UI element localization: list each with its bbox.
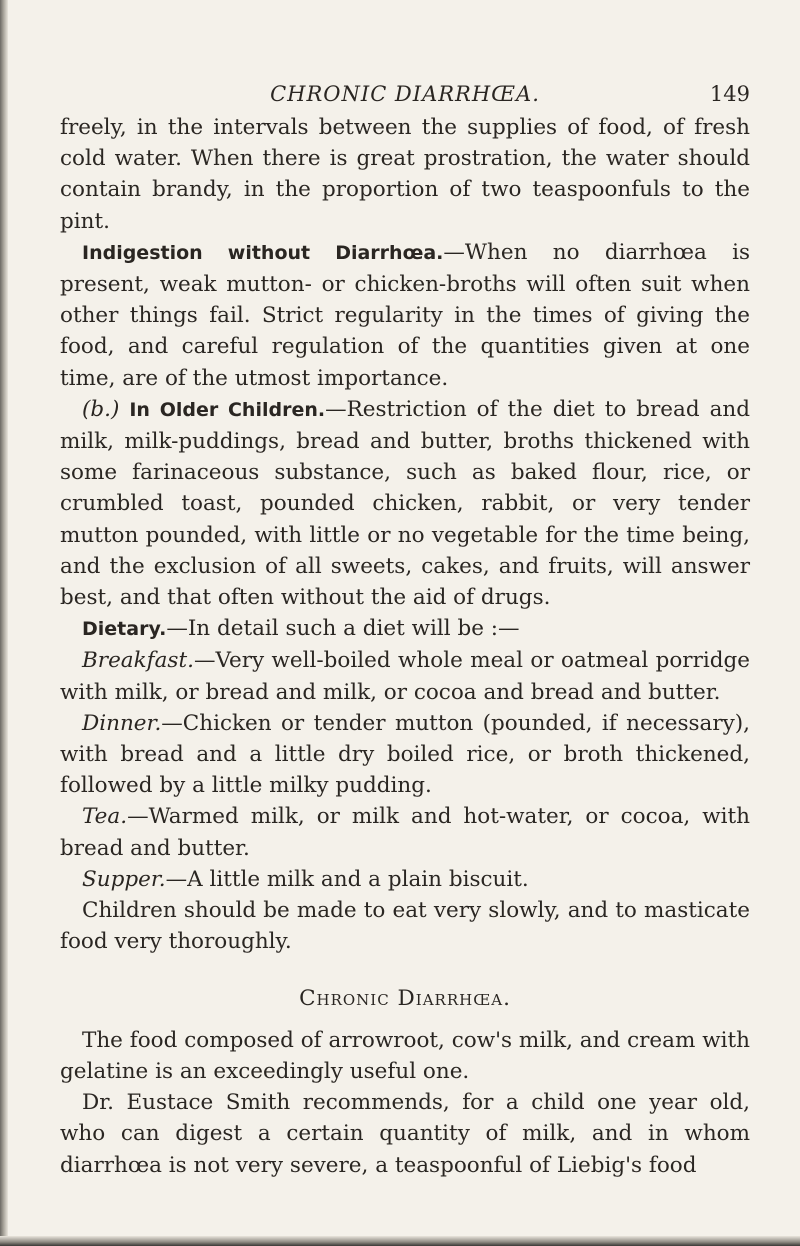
paragraph-lead: Tea. [82, 804, 128, 830]
paragraph-children [60, 895, 750, 957]
paragraph-eustace-smith [60, 1087, 750, 1181]
paragraph-text: Children should be made to eat very slowly, and to masticate food very thoroughly. [60, 898, 750, 955]
running-head [60, 78, 750, 114]
paragraph-text: The food composed of arrowroot, cow's milk, and cream with gelatine is an exceedingly useful one. [60, 1027, 750, 1084]
paragraph-text: —Chicken or tender mutton (pounded, if necessary), with bread and a little dry boiled rice, or broth thickened, followed by a little milky pudding. [60, 710, 750, 799]
page-bottom-edge [0, 1236, 800, 1246]
paragraph-text: —Restriction of the diet to bread and milk, milk-puddings, bread and butter, broths thickened with some farinaceous substance, such as baked flour, rice, or crumbled toast, pounded chicken, rabbit, or very tender mutton pounded, with little or no vegetable for the time being, and the exclusion of all sweets, cakes, and fruits, will answer best, and that often without the aid of drugs. [60, 396, 750, 611]
paragraph-text: —Very well-boiled whole meal or oatmeal porridge with milk, or bread and milk, or cocoa and bread and butter. [60, 648, 750, 705]
paragraph-tea [60, 801, 750, 863]
page-number: 149 [709, 82, 750, 106]
paragraph-dietary [60, 613, 750, 645]
paragraph-lead: Dietary. [82, 618, 167, 641]
paragraph-dinner [60, 708, 750, 802]
running-title: CHRONIC DIARRHŒA. [270, 82, 540, 106]
page-binding-edge [0, 0, 8, 1246]
paragraph-breakfast [60, 645, 750, 707]
paragraph-lead: Supper. [82, 866, 166, 892]
section-heading: Chronic Diarrhœa. [299, 986, 511, 1012]
paragraph-lead-prefix: (b.) [82, 396, 120, 422]
paragraph-text: —In detail such a diet will be :— [166, 616, 520, 642]
paragraph-continuation [60, 112, 750, 237]
body-text [60, 112, 750, 1181]
paragraph-lead: Indigestion without Diarrhœa. [82, 241, 444, 264]
paragraph-text: —Warmed milk, or milk and hot-water, or cocoa, with bread and butter. [60, 804, 750, 861]
paragraph-text: freely, in the intervals between the supplies of food, of fresh cold water. When there is great prostration, the water should contain brandy, in the proportion of two teaspoonfuls to the pint. [60, 115, 750, 234]
paragraph-indigestion [60, 237, 750, 394]
paragraph-lead: Dinner. [82, 710, 162, 736]
paragraph-text: —When no diarrhœa is present, weak mutton- or chicken-broths will often suit when other things fail. Strict regularity in the times of giving the food, and careful regulation of the quantities given at one time, are of the utmost importance. [60, 239, 750, 391]
paragraph-lead: In Older Children. [129, 398, 326, 421]
paragraph-arrowroot [60, 1025, 750, 1087]
paragraph-text: —A little milk and a plain biscuit. [165, 866, 529, 892]
paragraph-text: Dr. Eustace Smith recommends, for a child one year old, who can digest a certain quantity of milk, and in whom diarrhœa is not very severe, a teaspoonful of Liebig's food [60, 1090, 750, 1178]
paragraph-supper [60, 864, 750, 895]
paragraph-lead: Breakfast. [82, 648, 194, 674]
paragraph-older-children [60, 394, 750, 613]
